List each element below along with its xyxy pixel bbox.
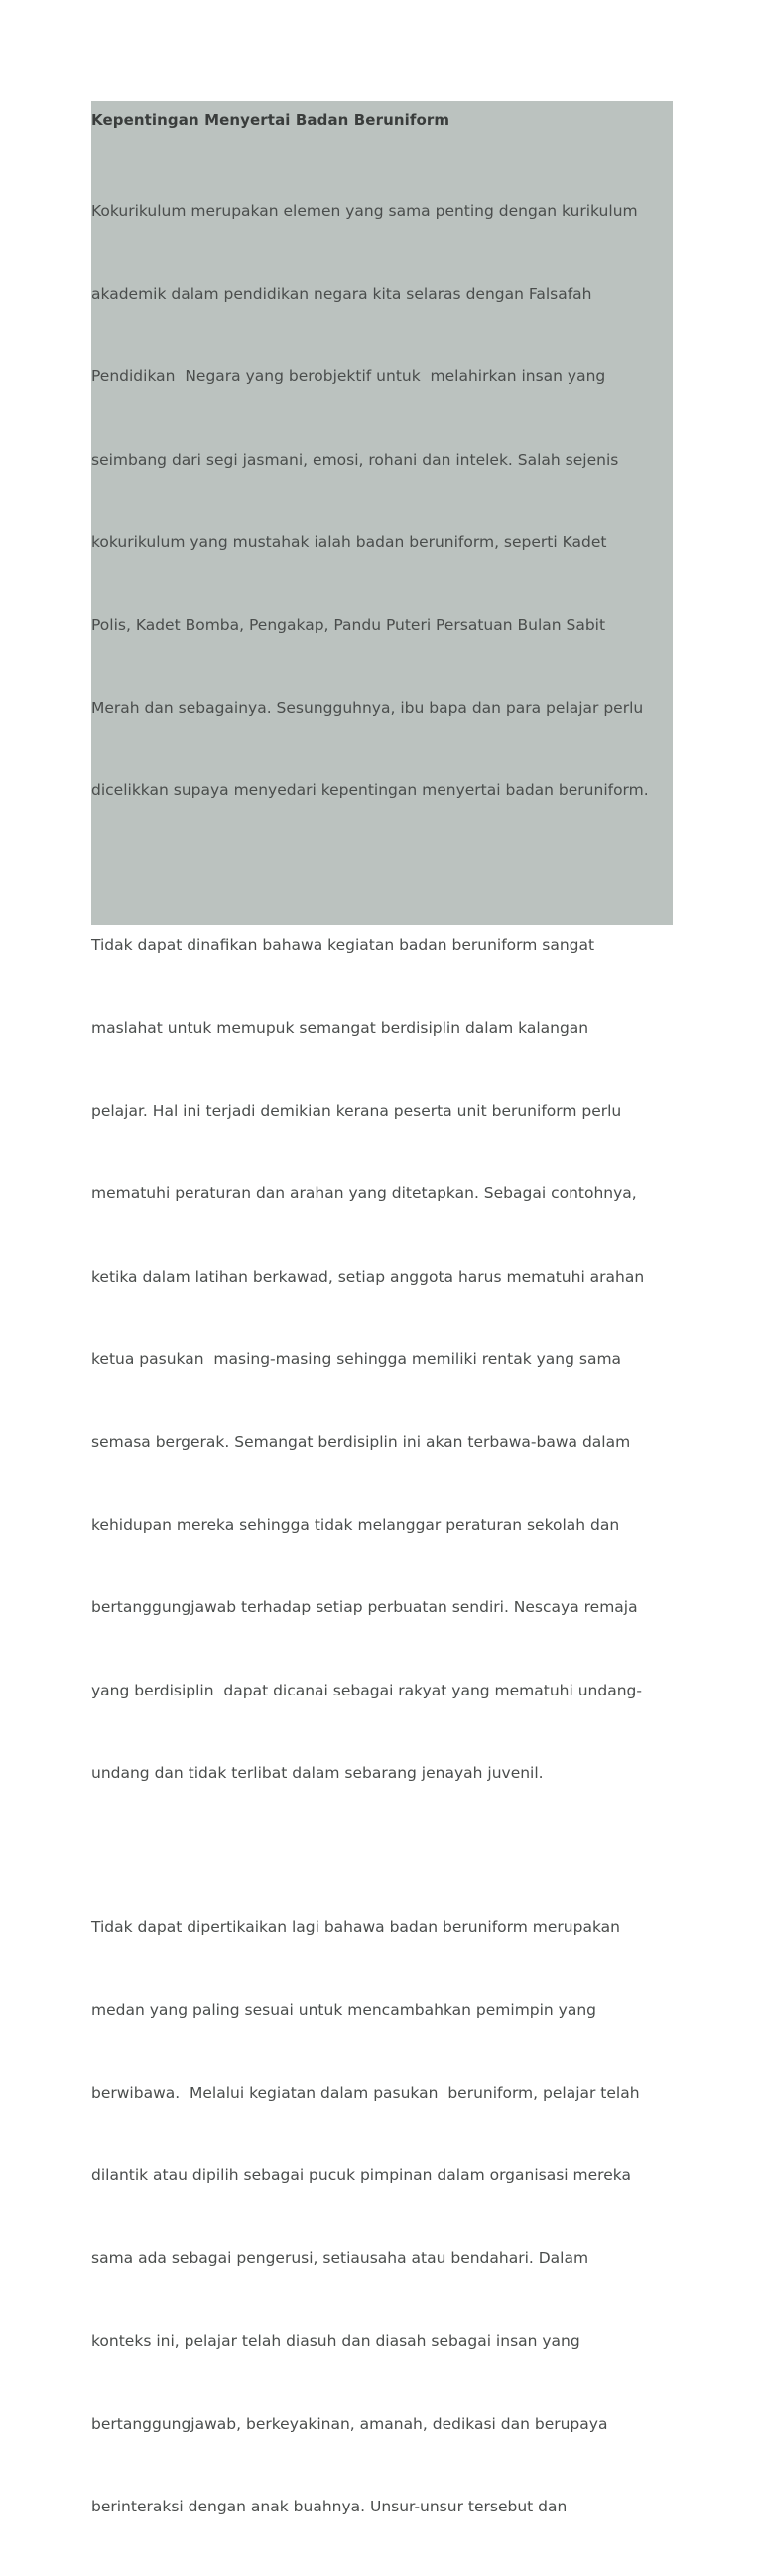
- paragraph-line: pelajar. Hal ini terjadi demikian kerana peserta unit beruniform perlu: [91, 1102, 622, 1121]
- paragraph-line: Kokurikulum merupakan elemen yang sama penting dengan kurikulum: [91, 202, 638, 220]
- paragraph-line: sama ada sebagai pengerusi, setiausaha atau bendahari. Dalam: [91, 2248, 589, 2267]
- document-title: Kepentingan Menyertai Badan Beruniform: [91, 111, 450, 129]
- paragraph-line: bertanggungjawab, berkeyakinan, amanah, dedikasi dan berupaya: [91, 2414, 608, 2433]
- paragraph-line: berinteraksi dengan anak buahnya. Unsur-unsur tersebut dan: [91, 2497, 568, 2515]
- paragraph-line: medan yang paling sesuai untuk mencambahkan pemimpin yang: [91, 2000, 597, 2019]
- paragraph-line: bertanggungjawab terhadap setiap perbuatan sendiri. Nescaya remaja: [91, 1598, 638, 1617]
- document-page: [91, 101, 673, 2515]
- paragraph-line: akademik dalam pendidikan negara kita selaras dengan Falsafah: [91, 284, 592, 303]
- paragraph-line: undang dan tidak terlibat dalam sebarang jenayah juvenil.: [91, 1764, 544, 1783]
- paragraph-line: kokurikulum yang mustahak ialah badan beruniform, seperti Kadet: [91, 533, 607, 552]
- paragraph-line: maslahat untuk memupuk semangat berdisiplin dalam kalangan: [91, 1018, 589, 1037]
- paragraph-line: Pendidikan Negara yang berobjektif untuk melahirkan insan yang: [91, 367, 606, 386]
- paragraph-line: konteks ini, pelajar telah diasuh dan diasah sebagai insan yang: [91, 2332, 580, 2351]
- paragraph-line: yang berdisiplin dapat dicanai sebagai rakyat yang mematuhi undang-: [91, 1681, 642, 1699]
- paragraph-line: Merah dan sebagainya. Sesungguhnya, ibu bapa dan para pelajar perlu: [91, 698, 644, 717]
- paragraph-3: [91, 1859, 673, 2576]
- paragraph-line: berwibawa. Melalui kegiatan dalam pasukan beruniform, pelajar telah: [91, 2083, 640, 2101]
- paragraph-line: seimbang dari segi jasmani, emosi, rohani dan intelek. Salah sejenis: [91, 450, 619, 469]
- paragraph-line: Tidak dapat dinafikan bahawa kegiatan badan beruniform sangat: [91, 936, 595, 955]
- paragraph-line: ketika dalam latihan berkawad, setiap anggota harus mematuhi arahan: [91, 1267, 645, 1286]
- paragraph-line: ketua pasukan masing-masing sehingga memiliki rentak yang sama: [91, 1350, 622, 1369]
- paragraph-2: [91, 878, 673, 1843]
- paragraph-line: dicelikkan supaya menyedari kepentingan menyertai badan beruniform.: [91, 781, 649, 800]
- paragraph-line: semasa bergerak. Semangat berdisiplin ini akan terbawa-bawa dalam: [91, 1432, 631, 1451]
- paragraph-line: Polis, Kadet Bomba, Pengakap, Pandu Puteri Persatuan Bulan Sabit: [91, 615, 606, 634]
- paragraph-line: mematuhi peraturan dan arahan yang ditetapkan. Sebagai contohnya,: [91, 1184, 637, 1203]
- paragraph-line: Tidak dapat dipertikaikan lagi bahawa badan beruniform merupakan: [91, 1918, 620, 1937]
- paragraph-line: kehidupan mereka sehingga tidak melanggar peraturan sekolah dan: [91, 1516, 620, 1535]
- paragraph-1: [91, 143, 673, 861]
- paragraph-line: dilantik atau dipilih sebagai pucuk pimpinan dalam organisasi mereka: [91, 2166, 631, 2185]
